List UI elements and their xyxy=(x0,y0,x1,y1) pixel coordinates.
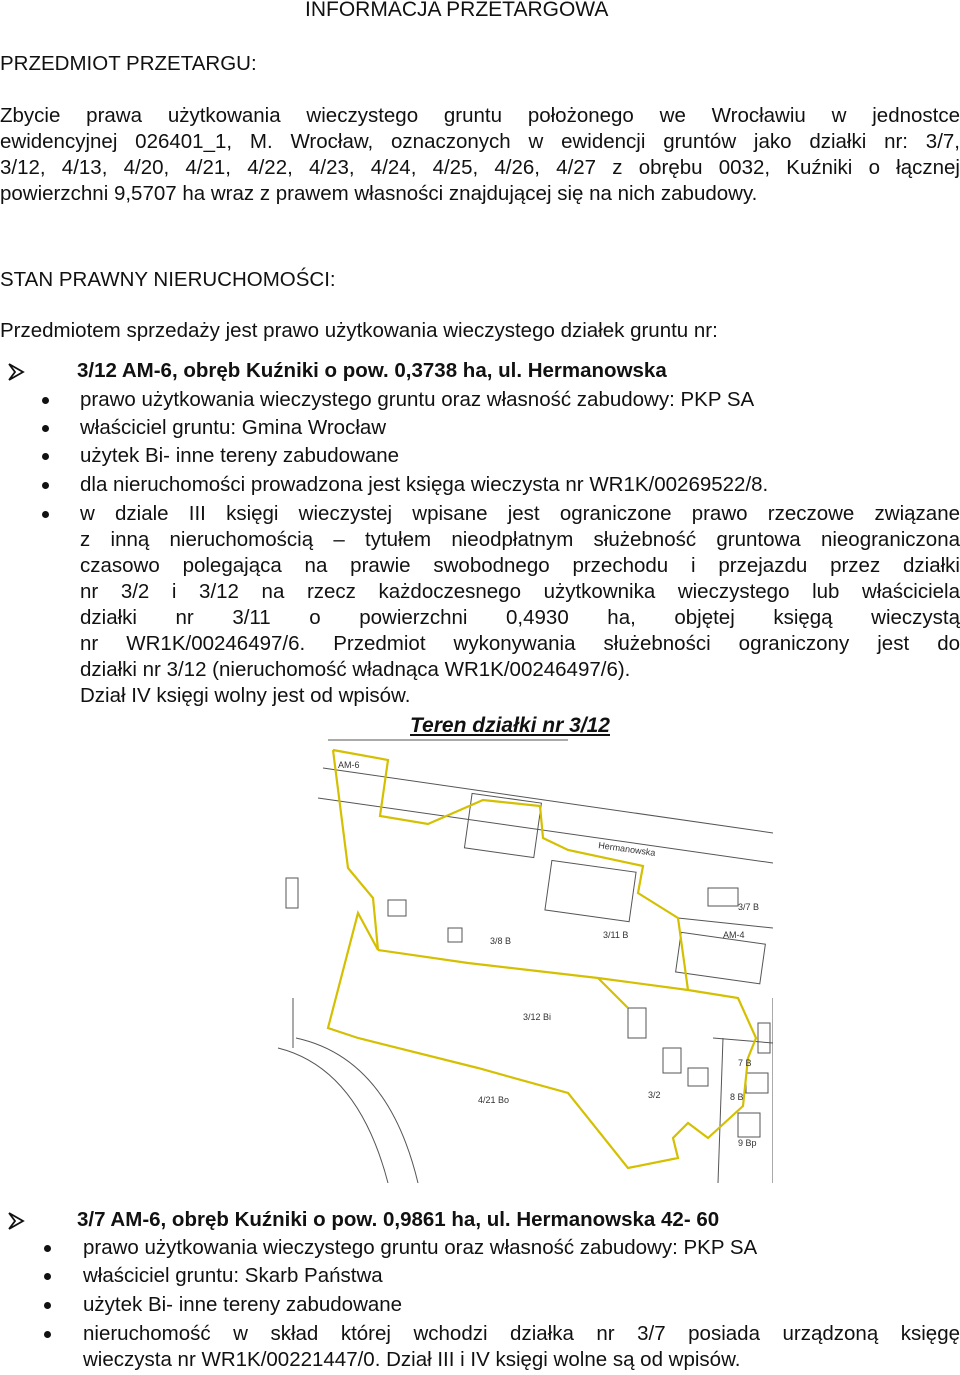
map-building xyxy=(286,878,298,908)
map-building xyxy=(708,888,738,906)
map-label: 3/7 B xyxy=(738,902,760,912)
map-label: 3/11 B xyxy=(603,930,629,940)
map-label: 9 Bp xyxy=(738,1138,757,1148)
legal-status-heading: STAN PRAWNY NIERUCHOMOŚCI: xyxy=(0,268,336,291)
parcel1-bullet: właściciel gruntu: Gmina Wrocław xyxy=(80,416,387,439)
map-building xyxy=(545,860,636,921)
map-boundary-line xyxy=(718,1038,723,1183)
bullet-dot-icon xyxy=(42,397,49,404)
parcel2-last-line: wieczysta nr WR1K/00221447/0. Dział III i IV księgi wolne są od wpisów. xyxy=(83,1348,741,1371)
map-building xyxy=(448,928,462,942)
map-boundary-line xyxy=(713,1038,773,1043)
map-building xyxy=(388,900,406,916)
bullet-dot-icon xyxy=(44,1331,51,1338)
map-label: 3/12 Bi xyxy=(523,1012,552,1022)
map-curve-line xyxy=(296,1038,418,1183)
map-label: 7 B xyxy=(738,1058,752,1068)
map-label: 3/2 xyxy=(648,1090,661,1100)
map-street-line xyxy=(318,798,773,863)
map-building xyxy=(688,1068,708,1086)
map-curve-line xyxy=(278,1048,388,1183)
subject-heading: PRZEDMIOT PRZETARGU: xyxy=(0,52,257,75)
map-building xyxy=(663,1048,681,1073)
intro-line: Zbycie prawa użytkowania wieczystego gruntu położonego we Wrocławiu w jednostce xyxy=(0,104,960,127)
servitude-line: działki nr 3/12 (nieruchomość władnąca WR1K/00246497/6). xyxy=(80,658,631,681)
section4-note: Dział IV księgi wolny jest od wpisów. xyxy=(80,684,411,707)
bullet-dot-icon xyxy=(44,1302,51,1309)
legal-intro: Przedmiotem sprzedaży jest prawo użytkowania wieczystego działek gruntu nr: xyxy=(0,319,718,342)
parcel2-last-paragraph xyxy=(83,1321,960,1373)
map-parcel-boundary xyxy=(378,950,688,990)
intro-paragraph xyxy=(0,103,960,207)
parcel1-bullet: użytek Bi- inne tereny zabudowane xyxy=(80,444,400,467)
parcel1-bullet: prawo użytkowania wieczystego gruntu oraz własność zabudowy: PKP SA xyxy=(80,388,755,411)
map-building xyxy=(676,932,766,983)
map-building xyxy=(746,1073,768,1093)
servitude-paragraph xyxy=(80,501,960,709)
map-label: AM-6 xyxy=(338,760,360,770)
parcel2-last-line: nieruchomość w skład której wchodzi działka nr 3/7 posiada urządzoną księgę xyxy=(83,1322,960,1345)
servitude-line: nr WR1K/00246497/6. Przedmiot wykonywania służebności ograniczony jest do xyxy=(80,632,960,655)
bullet-dot-icon xyxy=(42,482,49,489)
document-title: INFORMACJA PRZETARGOWA xyxy=(305,0,609,21)
map-parcel-boundary xyxy=(328,750,756,1168)
bullet-dot-icon xyxy=(42,453,49,460)
map-title: Teren działki nr 3/12 xyxy=(410,714,610,737)
parcel2-bullet: prawo użytkowania wieczystego gruntu oraz własność zabudowy: PKP SA xyxy=(83,1236,758,1259)
parcel1-bullet: dla nieruchomości prowadzona jest księga wieczysta nr WR1K/00269522/8. xyxy=(80,473,769,496)
parcel2-bullet: użytek Bi- inne tereny zabudowane xyxy=(83,1293,403,1316)
map-label: 4/21 Bo xyxy=(478,1095,510,1105)
bullet-dot-icon xyxy=(44,1273,51,1280)
servitude-line: w dziale III księgi wieczystej wpisane jest ograniczone prawo rzeczowe związane xyxy=(80,502,960,525)
servitude-line: czasowo polegająca na prawie swobodnego przechodu i przejazdu przez działki xyxy=(80,554,960,577)
map-label: 8 B xyxy=(730,1092,744,1102)
arrow-bullet-icon xyxy=(7,1211,25,1231)
servitude-line: z inną nieruchomością – tytułem nieodpłatnym służebność gruntowa nieograniczona xyxy=(80,528,960,551)
cadastral-map xyxy=(268,738,773,1183)
map-building xyxy=(758,1023,770,1053)
arrow-bullet-icon xyxy=(7,362,25,382)
servitude-line: działki nr 3/11 o powierzchni 0,4930 ha, objętej księgą wieczystą xyxy=(80,606,960,629)
bullet-dot-icon xyxy=(42,425,49,432)
intro-line: 3/12, 4/13, 4/20, 4/21, 4/22, 4/23, 4/24, 4/25, 4/26, 4/27 z obrębu 0032, Kuźniki o łącznej xyxy=(0,156,960,179)
map-label: AM-4 xyxy=(723,930,745,940)
map-building xyxy=(628,1008,646,1038)
bullet-dot-icon xyxy=(42,511,49,518)
map-label: Hermanowska xyxy=(597,840,657,858)
map-building xyxy=(738,1113,760,1137)
parcel1-heading: 3/12 AM-6, obręb Kuźniki o pow. 0,3738 ha, ul. Hermanowska xyxy=(77,359,667,382)
parcel2-bullet: właściciel gruntu: Skarb Państwa xyxy=(83,1264,383,1287)
intro-line: powierzchni 9,5707 ha wraz z prawem własności znajdującej się na nich zabudowy. xyxy=(0,182,758,205)
intro-line: ewidencyjnej 026401_1, M. Wrocław, oznaczonych w ewidencji gruntów jako działki nr: 3/7, xyxy=(0,130,960,153)
parcel2-heading: 3/7 AM-6, obręb Kuźniki o pow. 0,9861 ha, ul. Hermanowska 42- 60 xyxy=(77,1208,720,1231)
bullet-dot-icon xyxy=(44,1245,51,1252)
map-label: 3/8 B xyxy=(490,936,512,946)
map-boundary-line xyxy=(678,918,773,928)
map-street-line xyxy=(323,768,773,833)
servitude-line: nr 3/2 i 3/12 na rzecz każdoczesnego użytkownika wieczystego lub właściciela xyxy=(80,580,960,603)
